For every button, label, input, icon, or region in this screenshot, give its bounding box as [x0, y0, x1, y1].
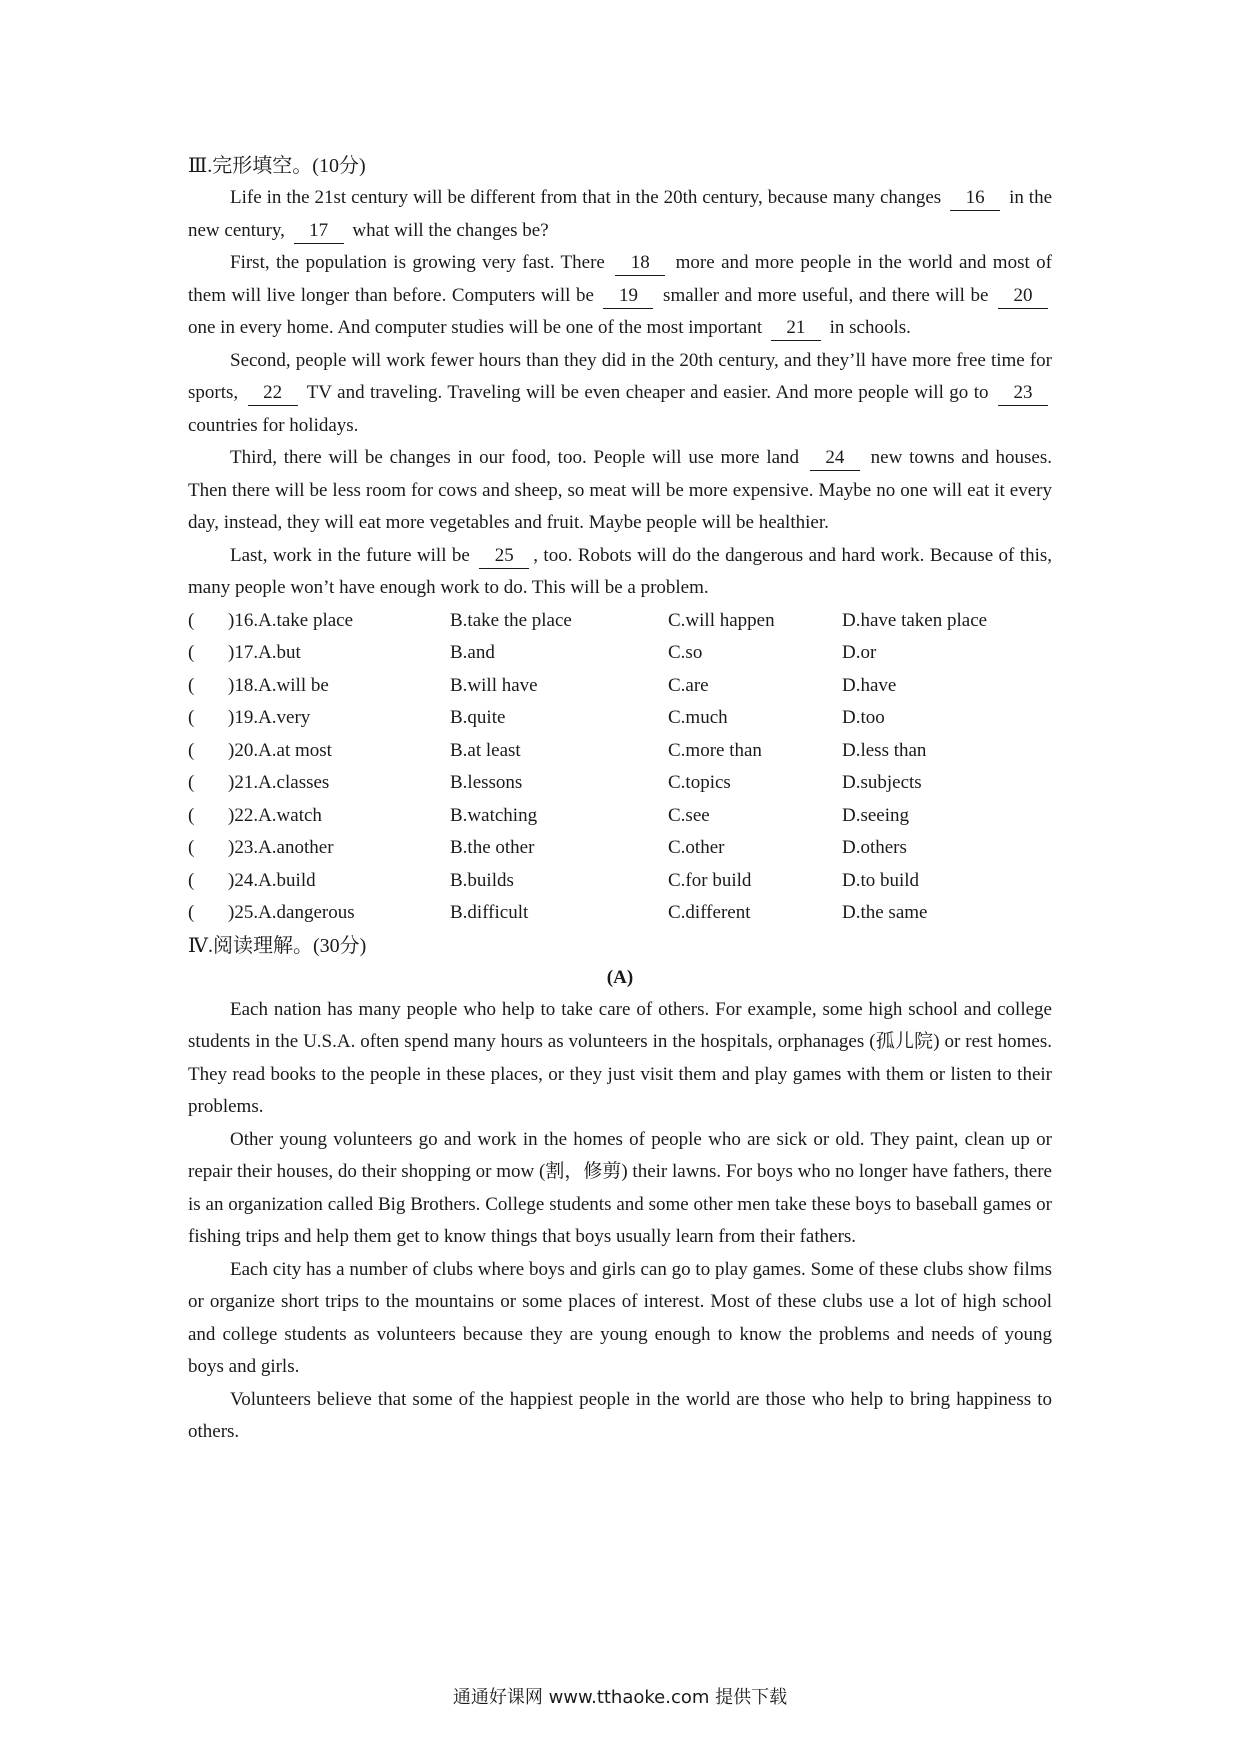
option-d: D.seeing: [842, 804, 910, 826]
option-b: B.quite: [450, 707, 506, 728]
answer-paren: (: [188, 772, 195, 793]
option-b: B.at least: [450, 739, 521, 761]
option-c: C.see: [668, 804, 710, 826]
cloze-blank: 22: [248, 381, 298, 406]
answer-paren: (: [188, 837, 195, 858]
option-b: B.take the place: [450, 609, 572, 631]
cloze-text: in schools.: [824, 317, 911, 338]
cloze-text: one in every home. And computer studies will be one of the most important: [188, 317, 767, 338]
option-d: D.or: [842, 642, 877, 663]
option-b: B.the other: [450, 837, 535, 858]
option-a: )16.A.take place: [228, 609, 354, 631]
cloze-text: new towns and houses. Then there will be less room for cows and sheep, so meat will be more expensive. Maybe no one will eat it every day, instead, they will eat more vegetables and fruit. Maybe people will be healthier.: [188, 447, 1053, 533]
answer-paren: (: [188, 804, 195, 826]
cloze-text: Life in the 21st century will be different from that in the 20th century, because many changes: [230, 187, 947, 208]
cloze-text: countries for holidays.: [188, 414, 359, 436]
cloze-text: TV and traveling. Traveling will be even cheaper and easier. And more people will go to: [301, 382, 994, 403]
question-row: [188, 832, 1052, 865]
option-d: D.have taken place: [842, 609, 988, 631]
answer-paren: (: [188, 739, 195, 761]
answer-paren: (: [188, 902, 195, 923]
option-c: C.topics: [668, 772, 731, 793]
option-d: D.subjects: [842, 772, 922, 793]
reading-paragraph: Each city has a number of clubs where boys and girls can go to play games. Some of these clubs show films or organize short trips to the mountains or some places of interest. Most of these clubs use a lot of high school and college students as volunteers because they are young enough to know the problems and needs of young boys and girls.: [188, 1258, 1052, 1377]
cloze-paragraph: [188, 442, 1052, 540]
question-row: [188, 800, 1052, 833]
passage-label: (A): [606, 966, 634, 988]
cloze-text: First, the population is growing very fast. There: [230, 252, 612, 273]
question-row: [188, 670, 1052, 703]
option-c: C.different: [668, 902, 751, 923]
cloze-blank: 17: [294, 219, 344, 244]
cloze-paragraph: [188, 540, 1052, 605]
question-row: [188, 637, 1052, 670]
cloze-paragraph: [188, 247, 1052, 345]
section-heading-reading: Ⅳ.阅读理解。(30分): [188, 934, 367, 957]
question-row: [188, 865, 1052, 898]
footer-text: 通通好课网 www.tthaoke.com 提供下载: [452, 1687, 788, 1708]
cloze-blank: 18: [615, 251, 665, 276]
option-c: C.other: [668, 837, 725, 858]
cloze-blank: 23: [998, 381, 1048, 406]
cloze-blank: 25: [479, 544, 529, 569]
option-a: )21.A.classes: [228, 772, 330, 793]
option-a: )17.A.but: [228, 642, 301, 663]
answer-paren: (: [188, 609, 195, 631]
answer-paren: (: [188, 642, 195, 663]
option-d: D.others: [842, 837, 907, 858]
option-a: )20.A.at most: [228, 739, 332, 761]
cloze-blank: 19: [603, 284, 653, 309]
option-d: D.the same: [842, 902, 928, 923]
option-b: B.builds: [450, 869, 514, 891]
reading-paragraph: Other young volunteers go and work in the homes of people who are sick or old. They paint, clean up or repair their houses, do their shopping or mow (割，修剪) their lawns. For boys who no longer have fathers, there is an organization called Big Brothers. College students and some other men take these boys to baseball games or fishing trips and help them get to know things that boys usually learn from their fathers.: [188, 1128, 1052, 1247]
option-c: C.more than: [668, 739, 762, 761]
option-b: B.watching: [450, 804, 538, 826]
option-c: C.are: [668, 674, 709, 696]
reading-paragraph: Each nation has many people who help to take care of others. For example, some high school and college students in the U.S.A. often spend many hours as volunteers in the hospitals, orphanages (孤儿院) or rest homes. They read books to the people in these places, or they just visit them and play games with them or listen to their problems.: [188, 998, 1052, 1117]
cloze-text: smaller and more useful, and there will be: [657, 284, 994, 306]
cloze-blank: 21: [771, 316, 821, 341]
answer-paren: (: [188, 869, 195, 891]
option-d: D.less than: [842, 739, 927, 761]
cloze-blank: 24: [810, 446, 860, 471]
option-d: D.too: [842, 707, 885, 728]
cloze-paragraph: [188, 182, 1052, 247]
cloze-text: , too. Robots will do the dangerous and hard work. Because of this, many people won’t have enough work to do. This will be a problem.: [188, 544, 1052, 598]
cloze-passage: [188, 182, 1052, 605]
option-c: C.so: [668, 642, 703, 663]
reading-paragraph: Volunteers believe that some of the happiest people in the world are those who help to bring happiness to others.: [188, 1388, 1052, 1442]
option-a: )22.A.watch: [228, 804, 322, 826]
cloze-text: Third, there will be changes in our food, too. People will use more land: [230, 447, 806, 468]
answer-paren: (: [188, 707, 195, 728]
option-c: C.for build: [668, 869, 752, 891]
question-row: [188, 702, 1052, 735]
cloze-text: what will the changes be?: [347, 219, 549, 241]
option-b: B.will have: [450, 674, 538, 696]
option-b: B.and: [450, 642, 495, 663]
question-row: [188, 605, 1052, 638]
cloze-text: in the new century,: [188, 187, 1053, 241]
answer-paren: (: [188, 674, 195, 696]
option-d: D.to build: [842, 869, 920, 891]
cloze-text: more and more people in the world and most of them will live longer than before. Computers will be: [188, 252, 1052, 306]
cloze-blank: 20: [998, 284, 1048, 309]
option-c: C.much: [668, 707, 728, 728]
cloze-blank: 16: [950, 186, 1000, 211]
section-heading-cloze: Ⅲ.完形填空。(10分): [188, 155, 366, 177]
option-c: C.will happen: [668, 609, 775, 631]
question-row: [188, 897, 1052, 930]
cloze-question-list: [188, 605, 1052, 930]
option-b: B.lessons: [450, 772, 523, 793]
option-a: )25.A.dangerous: [228, 902, 355, 923]
cloze-paragraph: [188, 345, 1052, 443]
reading-passage: [188, 994, 1052, 1449]
page-content: [188, 150, 1052, 1449]
option-a: )18.A.will be: [228, 674, 329, 696]
option-a: )24.A.build: [228, 869, 316, 891]
cloze-text: Second, people will work fewer hours than they did in the 20th century, and they’ll have more free time for sports,: [188, 349, 1052, 403]
cloze-text: Last, work in the future will be: [230, 544, 476, 566]
option-a: )19.A.very: [228, 707, 311, 728]
question-row: [188, 735, 1052, 768]
option-a: )23.A.another: [228, 837, 334, 858]
question-row: [188, 767, 1052, 800]
option-d: D.have: [842, 674, 897, 696]
option-b: B.difficult: [450, 902, 529, 923]
